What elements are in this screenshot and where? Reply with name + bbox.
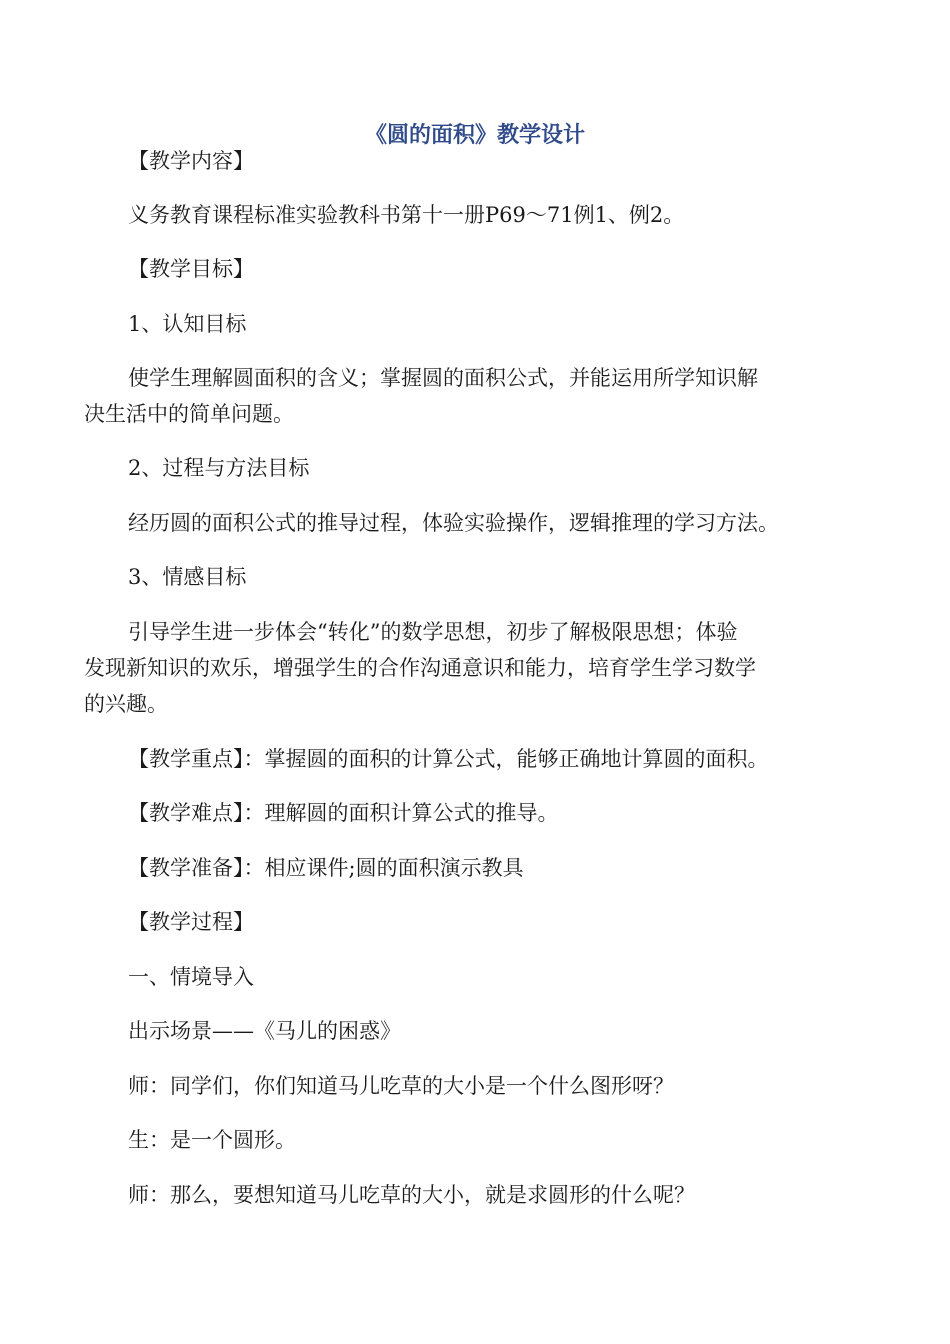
subheading-cognitive: 1、认知目标 xyxy=(128,312,247,336)
paragraph-emotion-line1: 引导学生进一步体会“转化”的数学思想，初步了解极限思想；体验 xyxy=(128,620,738,644)
paragraph-key-points: 【教学重点】：掌握圆的面积的计算公式，能够正确地计算圆的面积。 xyxy=(128,747,769,771)
subheading-emotion: 3、情感目标 xyxy=(128,565,247,589)
paragraph-textbook: 义务教育课程标准实验教科书第十一册P69～71例1、例2。 xyxy=(128,203,685,227)
paragraph-cognitive-line1: 使学生理解圆面积的含义；掌握圆的面积公式，并能运用所学知识解 xyxy=(128,366,758,390)
subheading-intro: 一、情境导入 xyxy=(128,965,254,989)
paragraph-preparation: 【教学准备】：相应课件;圆的面积演示教具 xyxy=(128,856,524,880)
paragraph-scene: 出示场景——《马儿的困惑》 xyxy=(128,1019,401,1043)
paragraph-difficulties: 【教学难点】：理解圆的面积计算公式的推导。 xyxy=(128,801,559,825)
dialogue-student-1: 生：是一个圆形。 xyxy=(128,1128,296,1152)
paragraph-emotion-line2: 发现新知识的欢乐，增强学生的合作沟通意识和能力，培育学生学习数学 xyxy=(84,656,756,680)
document-title: 《圆的面积》教学设计 xyxy=(364,123,585,148)
subheading-process: 2、过程与方法目标 xyxy=(128,456,310,480)
dialogue-teacher-1: 师：同学们，你们知道马儿吃草的大小是一个什么图形呀？ xyxy=(128,1074,674,1098)
section-heading-goals: 【教学目标】 xyxy=(128,257,254,281)
dialogue-teacher-2: 师：那么，要想知道马儿吃草的大小，就是求圆形的什么呢？ xyxy=(128,1183,695,1207)
section-heading-process: 【教学过程】 xyxy=(128,910,254,934)
section-heading-content: 【教学内容】 xyxy=(128,149,254,173)
paragraph-process: 经历圆的面积公式的推导过程，体验实验操作，逻辑推理的学习方法。 xyxy=(128,511,779,535)
paragraph-cognitive-line2: 决生活中的简单问题。 xyxy=(84,402,294,426)
paragraph-emotion-line3: 的兴趣。 xyxy=(84,692,168,716)
